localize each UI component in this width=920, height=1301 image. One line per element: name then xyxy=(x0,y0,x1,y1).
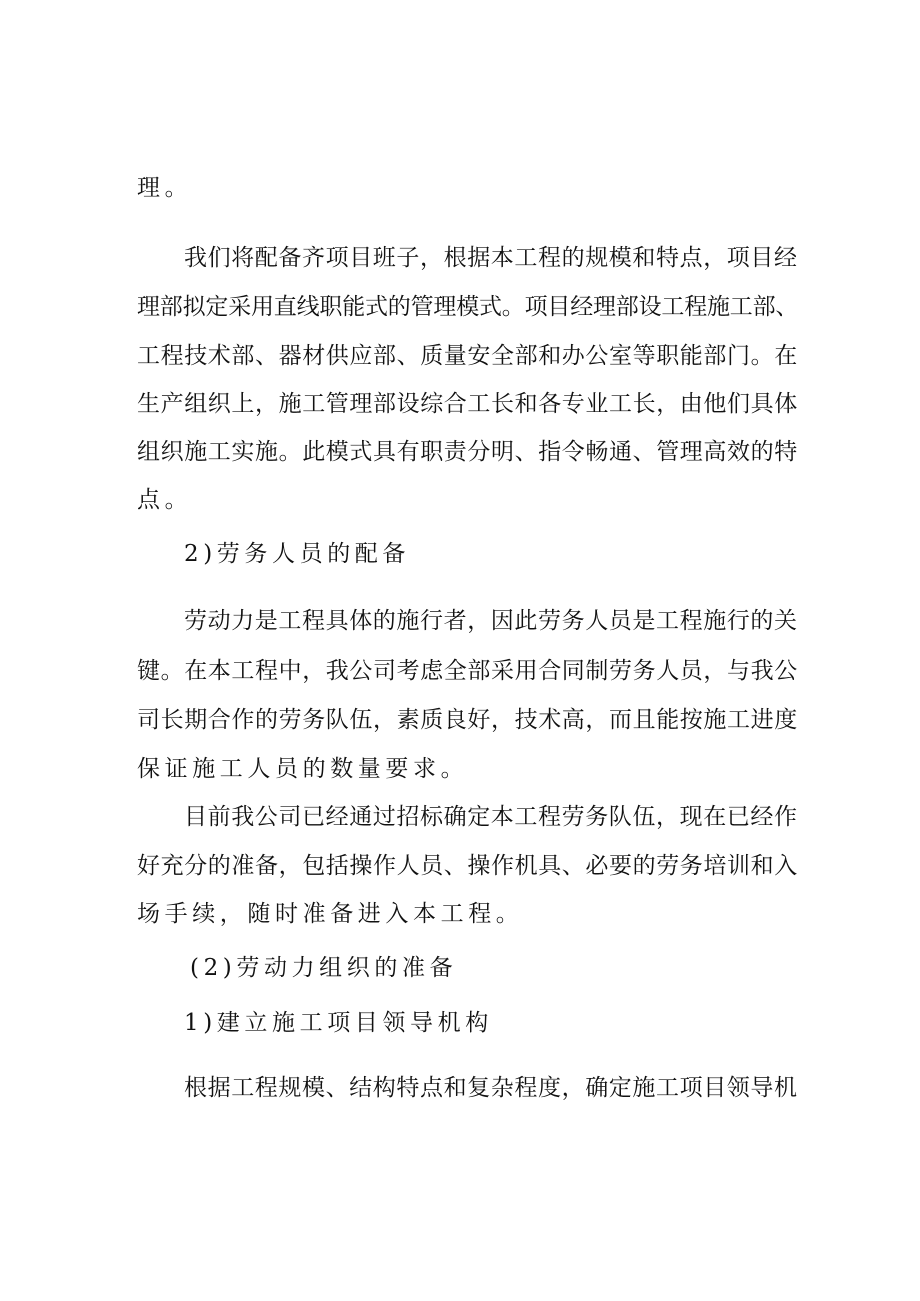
section-heading: (2)劳动力组织的准备 xyxy=(190,955,458,981)
paragraph-line: 劳动力是工程具体的施行者，因此劳务人员是工程施行的关 xyxy=(184,608,798,634)
text-line: 理部拟定采用直线职能式的管理模式。项目经理部设工程施工部、 xyxy=(137,294,799,320)
text-line: 工程技术部、器材供应部、质量安全部和办公室等职能部门。在 xyxy=(137,343,798,369)
text-line: 好充分的准备，包括操作人员、操作机具、必要的劳务培训和入 xyxy=(137,853,798,879)
text-line: 司长期合作的劳务队伍，素质良好，技术高，而且能按施工进度 xyxy=(137,707,798,733)
text-line: 保证施工人员的数量要求。 xyxy=(137,756,469,782)
section-heading: 1)建立施工项目领导机构 xyxy=(184,1010,493,1036)
section-heading: 2)劳务人员的配备 xyxy=(184,541,411,567)
text-line: 组织施工实施。此模式具有职责分明、指令畅通、管理高效的特 xyxy=(137,439,798,465)
paragraph-line: 目前我公司已经通过招标确定本工程劳务队伍，现在已经作 xyxy=(184,804,798,830)
paragraph-line: 我们将配备齐项目班子，根据本工程的规模和特点，项目经 xyxy=(184,245,798,271)
paragraph-line: 根据工程规模、结构特点和复杂程度，确定施工项目领导机 xyxy=(184,1075,798,1101)
text-line: 点。 xyxy=(137,487,193,513)
text-line: 理。 xyxy=(137,175,193,201)
text-line: 生产组织上，施工管理部设综合工长和各专业工长，由他们具体 xyxy=(137,391,798,417)
text-line: 键。在本工程中，我公司考虑全部采用合同制劳务人员，与我公 xyxy=(137,658,798,684)
text-line: 场手续，随时准备进入本工程。 xyxy=(137,901,524,927)
